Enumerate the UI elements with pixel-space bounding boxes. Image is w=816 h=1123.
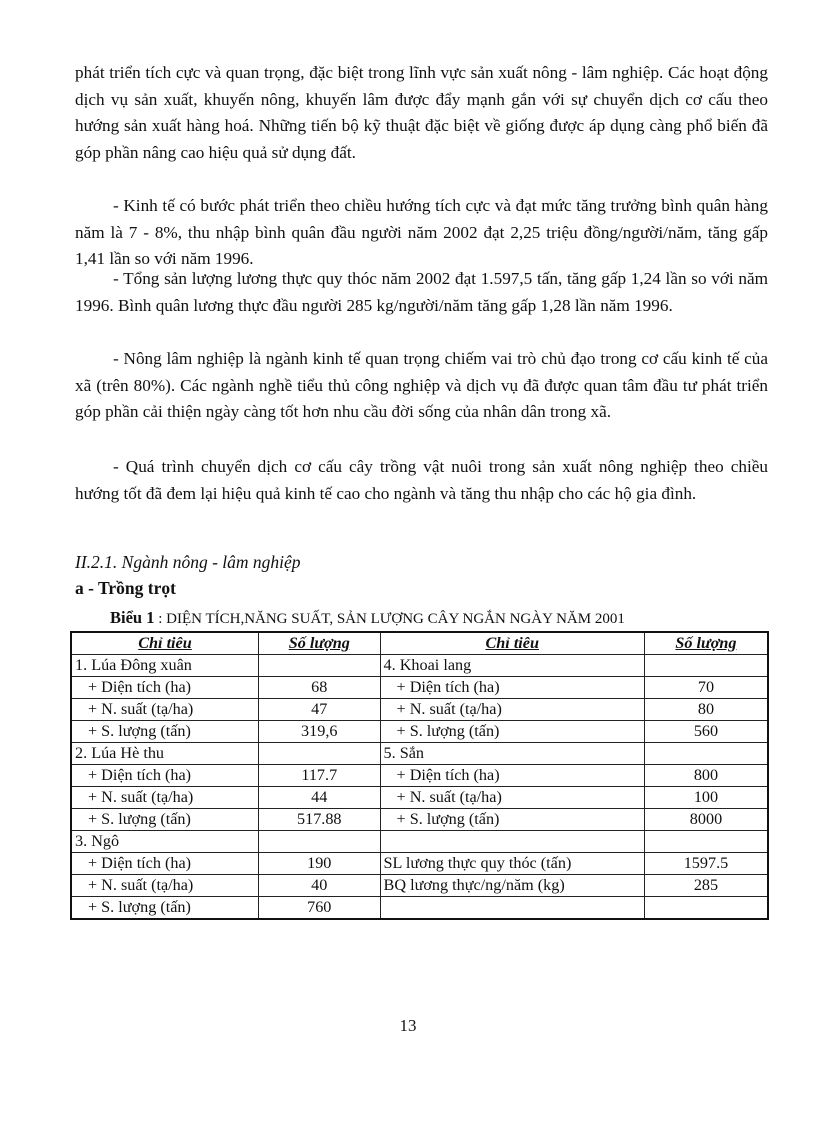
- paragraph-food-output: - Tổng sản lượng lương thực quy thóc năm 2002 đạt 1.597,5 tấn, tăng gấp 1,24 lần so với năm 1996. Bình quân lương thực đầu người 285 kg/người/năm tăng gấp 1,28 lần năm 1996.: [75, 269, 768, 315]
- cell-indicator-left: 1. Lúa Đông xuân: [71, 655, 258, 677]
- table-row: [71, 655, 768, 677]
- table-row: [71, 765, 768, 787]
- cell-value-left: 47: [258, 699, 380, 721]
- cell-indicator-right: [380, 831, 644, 853]
- cell-indicator-right: SL lương thực quy thóc (tấn): [380, 853, 644, 875]
- cell-indicator-left: + Diện tích (ha): [71, 677, 258, 699]
- cell-indicator-left: + N. suất (tạ/ha): [71, 699, 258, 721]
- cell-indicator-left: + Diện tích (ha): [71, 853, 258, 875]
- cell-indicator-left: + N. suất (tạ/ha): [71, 787, 258, 809]
- table-row: [71, 809, 768, 831]
- table-row: [71, 743, 768, 765]
- cell-value-right: 70: [644, 677, 768, 699]
- cell-value-left: 760: [258, 897, 380, 920]
- cell-value-right: 80: [644, 699, 768, 721]
- cell-indicator-right: + Diện tích (ha): [380, 765, 644, 787]
- cell-value-right: [644, 743, 768, 765]
- table-caption: [110, 608, 625, 628]
- cell-value-right: 285: [644, 875, 768, 897]
- page-number: 13: [399, 1016, 417, 1035]
- cell-indicator-left: + S. lượng (tấn): [71, 809, 258, 831]
- table-header-row: [71, 632, 768, 655]
- table-row: [71, 831, 768, 853]
- table-row: [71, 699, 768, 721]
- cell-indicator-left: + S. lượng (tấn): [71, 721, 258, 743]
- table-caption-separator: :: [154, 611, 167, 627]
- table-row: [71, 787, 768, 809]
- cell-value-left: 190: [258, 853, 380, 875]
- cell-indicator-left: 2. Lúa Hè thu: [71, 743, 258, 765]
- table-row: [71, 875, 768, 897]
- crop-statistics-table: [70, 631, 769, 920]
- table-row: [71, 897, 768, 920]
- paragraph-agriculture: - Nông lâm nghiệp là ngành kinh tế quan trọng chiếm vai trò chủ đạo trong cơ cấu kinh tế của xã (trên 80%). Các ngành nghề tiểu thủ công nghiệp và dịch vụ đã được quan tâm đầu tư phát triển góp phần cải thiện ngày càng tốt hơn nhu cầu đời sống của nhân dân trong xã.: [75, 349, 768, 421]
- cell-value-right: 1597.5: [644, 853, 768, 875]
- cell-value-left: 117.7: [258, 765, 380, 787]
- cell-indicator-right: 4. Khoai lang: [380, 655, 644, 677]
- cell-value-right: [644, 655, 768, 677]
- header-quantity-left: Số lượng: [258, 632, 380, 655]
- cell-value-left: 517.88: [258, 809, 380, 831]
- header-indicator-right: Chỉ tiêu: [380, 632, 644, 655]
- paragraph-economy: - Kinh tế có bước phát triển theo chiều hướng tích cực và đạt mức tăng trưởng bình quân hàng năm là 7 - 8%, thu nhập bình quân đầu người năm 2002 đạt 2,25 triệu đồng/người/năm, tăng gấp 1,41 lần so với năm 1996.: [75, 196, 768, 268]
- cell-indicator-left: + S. lượng (tấn): [71, 897, 258, 920]
- cell-indicator-right: + N. suất (tạ/ha): [380, 699, 644, 721]
- table-caption-label: Biểu 1: [110, 608, 155, 627]
- cell-value-left: 40: [258, 875, 380, 897]
- table-row: [71, 853, 768, 875]
- cell-value-right: 560: [644, 721, 768, 743]
- cell-indicator-left: 3. Ngô: [71, 831, 258, 853]
- cell-indicator-right: BQ lương thực/ng/năm (kg): [380, 875, 644, 897]
- cell-value-left: 44: [258, 787, 380, 809]
- cell-indicator-right: + S. lượng (tấn): [380, 721, 644, 743]
- cell-value-right: 8000: [644, 809, 768, 831]
- cell-value-left: [258, 831, 380, 853]
- cell-indicator-left: + N. suất (tạ/ha): [71, 875, 258, 897]
- cell-indicator-right: [380, 897, 644, 920]
- paragraph-intro: phát triển tích cực và quan trọng, đặc biệt trong lĩnh vực sản xuất nông - lâm nghiệp. Các hoạt động dịch vụ sản xuất, khuyến nông, khuyến lâm được đẩy mạnh gắn với sự chuyển dịch cơ cấu theo hướng sản xuất hàng hoá. Những tiến bộ kỹ thuật đặc biệt về giống được áp dụng càng phổ biến đã góp phần nâng cao hiệu quả sử dụng đất.: [75, 63, 768, 162]
- cell-indicator-right: + S. lượng (tấn): [380, 809, 644, 831]
- paragraph-restructuring: - Quá trình chuyển dịch cơ cấu cây trồng vật nuôi trong sản xuất nông nghiệp theo chiều hướng tốt đã đem lại hiệu quả kinh tế cao cho ngành và tăng thu nhập cho các hộ gia đình.: [75, 457, 768, 503]
- section-heading: II.2.1. Ngành nông - lâm nghiệp: [75, 552, 301, 572]
- cell-value-right: [644, 831, 768, 853]
- header-indicator-left: Chỉ tiêu: [71, 632, 258, 655]
- cell-indicator-right: + N. suất (tạ/ha): [380, 787, 644, 809]
- cell-value-left: [258, 655, 380, 677]
- cell-value-right: 800: [644, 765, 768, 787]
- cell-indicator-left: + Diện tích (ha): [71, 765, 258, 787]
- table-row: [71, 721, 768, 743]
- cell-indicator-right: 5. Sắn: [380, 743, 644, 765]
- subsection-heading: a - Trồng trọt: [75, 578, 176, 598]
- cell-value-right: [644, 897, 768, 920]
- header-quantity-right: Số lượng: [644, 632, 768, 655]
- cell-value-right: 100: [644, 787, 768, 809]
- cell-indicator-right: + Diện tích (ha): [380, 677, 644, 699]
- cell-value-left: 319,6: [258, 721, 380, 743]
- cell-value-left: [258, 743, 380, 765]
- cell-value-left: 68: [258, 677, 380, 699]
- table-caption-text: DIỆN TÍCH,NĂNG SUẤT, SẢN LƯỢNG CÂY NGẮN NGÀY NĂM 2001: [166, 611, 625, 627]
- table-row: [71, 677, 768, 699]
